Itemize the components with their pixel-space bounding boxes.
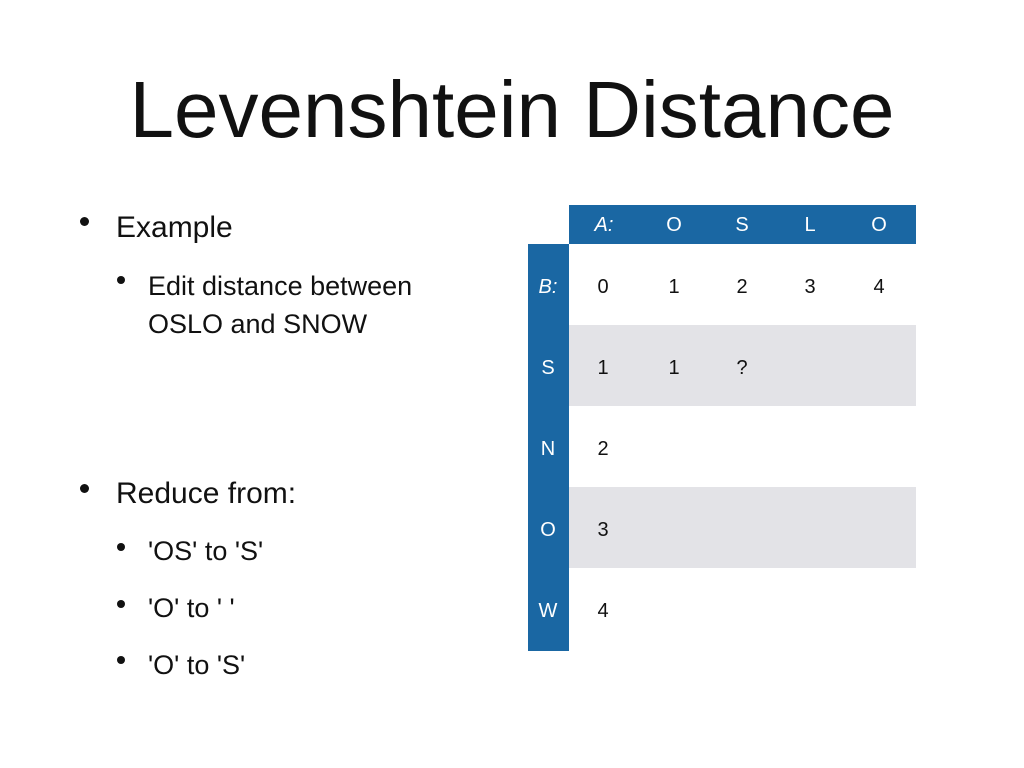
table-cell: 1 (668, 276, 680, 298)
column-header: L (804, 214, 816, 236)
bullet-sub3: 'O' to 'S' (148, 650, 246, 680)
bullet-edit-line2: OSLO and SNOW (148, 309, 368, 339)
bullet-dot-icon (80, 217, 89, 226)
table-cell: 0 (597, 276, 609, 298)
row-header: W (538, 600, 558, 622)
bullet-dot-icon (117, 276, 125, 284)
table-cell: 1 (668, 357, 680, 379)
bullet-sub2: 'O' to ' ' (148, 593, 235, 623)
table-cell: 3 (804, 276, 816, 298)
row-header: N (540, 438, 556, 460)
table-cell: 1 (597, 357, 609, 379)
column-header: O (871, 214, 887, 236)
slide-title: Levenshtein Distance (129, 65, 895, 154)
bullet-dot-icon (80, 484, 89, 493)
table-cell: 2 (597, 438, 609, 460)
table-cell: 4 (873, 276, 885, 298)
table-cell: 2 (736, 276, 748, 298)
bullet-dot-icon (117, 600, 125, 608)
distance-table (528, 205, 916, 651)
column-header: S (735, 214, 749, 236)
bullet-example: Example (116, 211, 233, 244)
bullet-dot-icon (117, 656, 125, 664)
row-header: O (540, 519, 556, 541)
column-header: O (666, 214, 682, 236)
row-header: S (541, 357, 555, 379)
header-label-b: B: (538, 276, 558, 298)
table-cell: ? (736, 357, 748, 379)
table-cell: 3 (597, 519, 609, 541)
bullet-edit-line1: Edit distance between (148, 271, 413, 301)
bullet-reduce: Reduce from: (116, 477, 297, 510)
table-cell: 4 (597, 600, 609, 622)
bullet-dot-icon (117, 543, 125, 551)
bullet-sub1: 'OS' to 'S' (148, 536, 264, 566)
header-label-a: A: (594, 214, 614, 236)
